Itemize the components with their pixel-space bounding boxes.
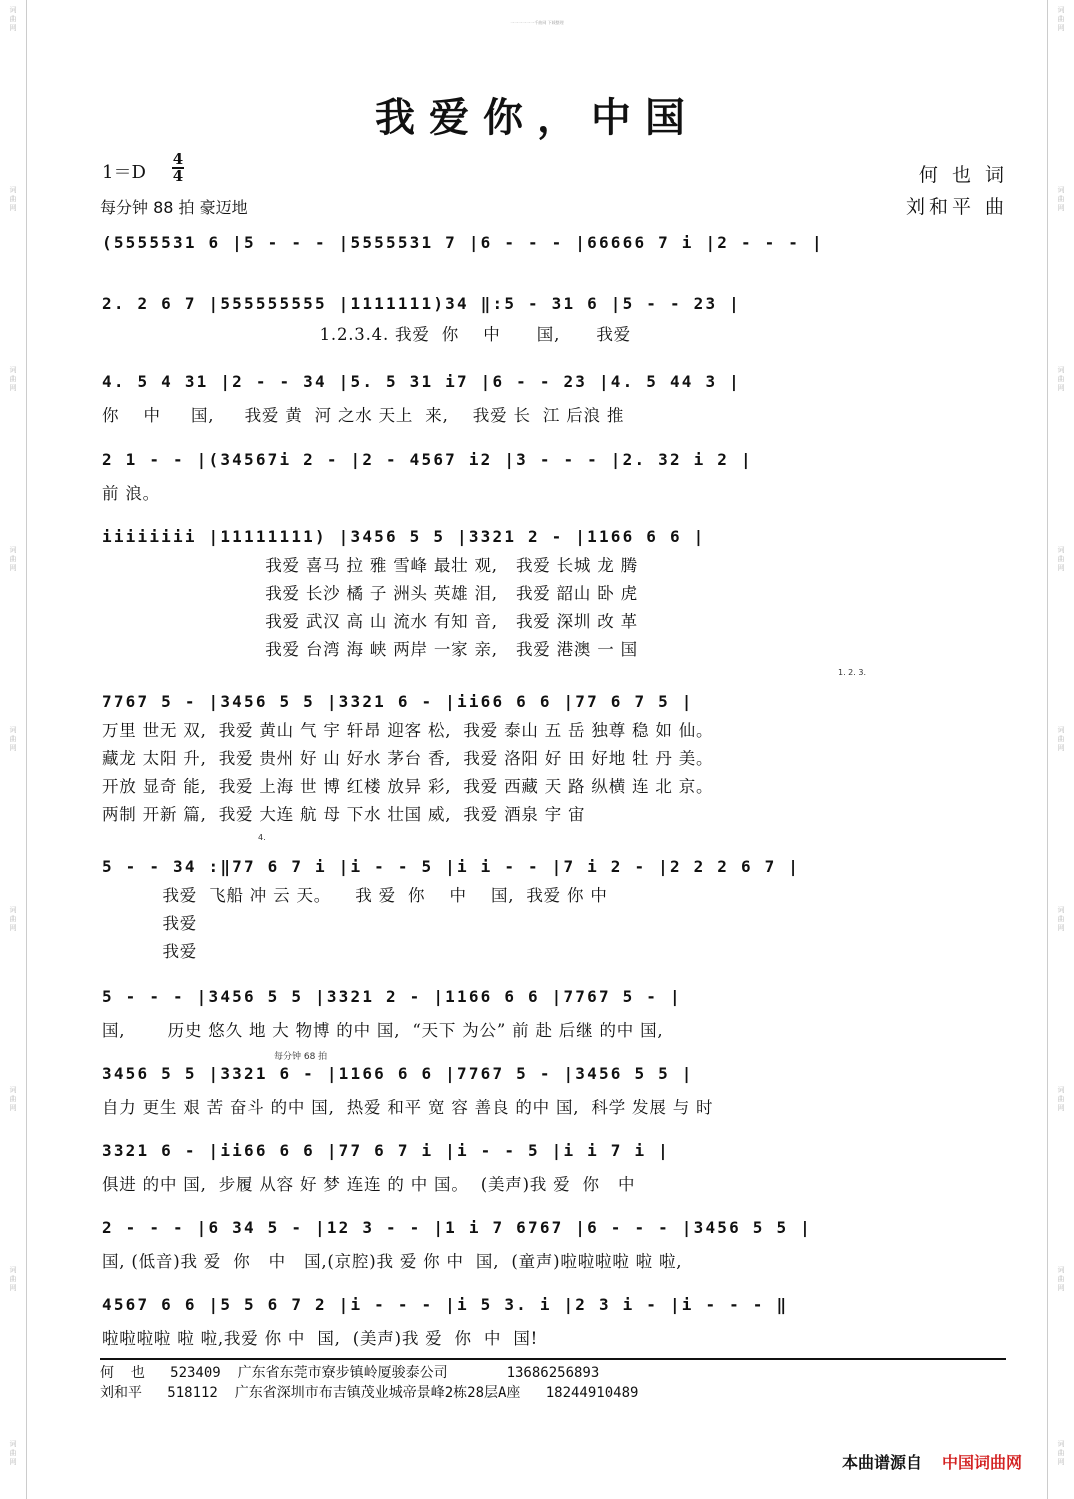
score-system	[102, 233, 1008, 252]
right-margin-strip	[1047, 0, 1074, 1499]
watermark: 词 曲 网	[9, 906, 17, 932]
score-system	[102, 987, 1008, 1041]
watermark: 词 曲 网	[9, 6, 17, 32]
notes-line: 5 - - 34 :‖77 6 7 i |i - - 5 |i i - - |7 i 2 - |2 2 2 6 7 |	[102, 857, 801, 876]
watermark: 词 曲 网	[1057, 1086, 1065, 1112]
lyric-line: 我爱	[102, 942, 198, 961]
watermark: 词 曲 网	[9, 726, 17, 752]
footer-divider	[100, 1358, 1006, 1360]
watermark: 词 曲 网	[9, 1086, 17, 1112]
lyric-line: 万里 世无 双, 我爱 黄山 气 宇 轩昂 迎客 松, 我爱 泰山 五 岳 独尊 稳 如 仙。	[102, 721, 714, 740]
score-system	[102, 527, 1008, 660]
lyric-line: 我爱 武汉 高 山 流水 有知 音, 我爱 深圳 改 革	[102, 612, 638, 631]
lyric-line: 开放 显奇 能, 我爱 上海 世 博 红楼 放异 彩, 我爱 西藏 天 路 纵横 连 北 京。	[102, 777, 714, 796]
composer-credit: 刘和平 曲	[905, 196, 1008, 218]
song-title: 我爱你，中国	[375, 94, 699, 141]
meter-bottom: 4	[172, 166, 184, 185]
notes-line: 2 - - - |6 34 5 - |12 3 - - |1 i 7 6767 |6 - - - |3456 5 5 |	[102, 1218, 812, 1237]
source-brand-link[interactable]: 中国词曲网	[942, 1453, 1023, 1472]
watermark: 词 曲 网	[1057, 186, 1065, 212]
lyric-line: 我爱	[102, 914, 198, 933]
watermark: 词 曲 网	[1057, 1266, 1065, 1292]
lyric-line: 啦啦啦啦 啦 啦,我爱 你 中 国, (美声)我 爱 你 中 国!	[102, 1329, 539, 1348]
notes-line: iiiiiiii |11111111) |3456 5 5 |3321 2 - |1166 6 6 |	[102, 527, 706, 546]
left-margin-strip	[0, 0, 27, 1499]
top-note: 一一一一一一千曲网 下载整理	[510, 20, 564, 25]
source-label: 本曲谱源自	[842, 1453, 923, 1472]
volta-bracket-label: 4.	[258, 833, 266, 842]
notes-line: 5 - - - |3456 5 5 |3321 2 - |1166 6 6 |7767 5 - |	[102, 987, 682, 1006]
notes-line: 3456 5 5 |3321 6 - |1166 6 6 |7767 5 - |3456 5 5 |	[102, 1064, 694, 1083]
lyric-line: 俱进 的中 国, 步履 从容 好 梦 连连 的 中 国。 (美声)我 爱 你 中	[102, 1175, 636, 1194]
watermark: 词 曲 网	[1057, 6, 1065, 32]
composer-contact: 刘和平 518112 广东省深圳市布吉镇茂业城帝景峰2栋28层A座 18244910489	[100, 1385, 639, 1401]
watermark: 词 曲 网	[9, 546, 17, 572]
watermark: 词 曲 网	[9, 366, 17, 392]
lyric-line: 藏龙 太阳 升, 我爱 贵州 好 山 好水 茅台 香, 我爱 洛阳 好 田 好地 牡 丹 美。	[102, 749, 714, 768]
lyric-line: 前 浪。	[102, 484, 160, 503]
lyric-line: 两制 开新 篇, 我爱 大连 航 母 下水 壮国 威, 我爱 酒泉 宇 宙	[102, 805, 586, 824]
score-system	[102, 450, 1008, 504]
lyric-line: 我爱 台湾 海 峡 两岸 一家 亲, 我爱 港澳 一 国	[102, 640, 638, 659]
watermark: 词 曲 网	[9, 186, 17, 212]
tempo-change-marking: 每分钟 68 拍	[274, 1052, 328, 1062]
score-system	[102, 372, 1008, 426]
meter-top: 4	[172, 150, 184, 168]
watermark: 词 曲 网	[9, 1440, 17, 1466]
lyric-line: 我爱 喜马 拉 雅 雪峰 最壮 观, 我爱 长城 龙 腾	[102, 556, 638, 575]
score-system	[102, 294, 1008, 345]
notes-line: (5555531 6 |5 - - - |5555531 7 |6 - - - |66666 7 i |2 - - - |	[102, 233, 824, 252]
lyric-line: 国, (低音)我 爱 你 中 国,(京腔)我 爱 你 中 国, (童声)啦啦啦啦 啦 啦,	[102, 1252, 683, 1271]
notes-line: 7767 5 - |3456 5 5 |3321 6 - |ii66 6 6 |77 6 7 5 |	[102, 692, 694, 711]
notes-line: 2. 2 6 7 |555555555 |1111111)34 ‖:5 - 31 6 |5 - - 23 |	[102, 294, 741, 313]
lyric-line: 你 中 国, 我爱 黄 河 之水 天上 来, 我爱 长 江 后浪 推	[102, 406, 625, 425]
lyric-line: 自力 更生 艰 苦 奋斗 的中 国, 热爱 和平 宽 容 善良 的中 国, 科学 发展 与 时	[102, 1098, 714, 1117]
source-credit	[842, 1450, 1022, 1473]
lyric-line: 我爱 飞船 冲 云 天。 我 爱 你 中 国, 我爱 你 中	[102, 886, 608, 905]
volta-bracket-label: 1. 2. 3.	[838, 668, 866, 677]
watermark: 词 曲 网	[1057, 366, 1065, 392]
key-signature: 1＝D	[102, 162, 146, 183]
notes-line: 3321 6 - |ii66 6 6 |77 6 7 i |i - - 5 |i i 7 i |	[102, 1141, 670, 1160]
score-system	[102, 1064, 1008, 1118]
score-system	[102, 1141, 1008, 1195]
score-system	[102, 1218, 1008, 1272]
watermark: 词 曲 网	[1057, 906, 1065, 932]
notes-line: 4. 5 4 31 |2 - - 34 |5. 5 31 i7 |6 - - 23 |4. 5 44 3 |	[102, 372, 741, 391]
notes-line: 4567 6 6 |5 5 6 7 2 |i - - - |i 5 3. i |2 3 i - |i - - - ‖	[102, 1295, 789, 1314]
score-system	[102, 1295, 1008, 1349]
watermark: 词 曲 网	[1057, 726, 1065, 752]
lyric-line: 国, 历史 悠久 地 大 物博 的中 国, “天下 为公” 前 赴 后继 的中 国,	[102, 1021, 664, 1040]
time-signature	[170, 152, 186, 184]
lyric-line: 1.2.3.4. 我爱 你 中 国, 我爱	[102, 325, 631, 344]
score-system	[102, 692, 1008, 825]
notes-line: 2 1 - - |(34567i 2 - |2 - 4567 i2 |3 - - - |2. 32 i 2 |	[102, 450, 753, 469]
tempo-marking: 每分钟 88 拍 豪迈地	[100, 198, 248, 217]
score-system	[102, 857, 1008, 962]
lyric-line: 我爱 长沙 橘 子 洲头 英雄 泪, 我爱 韶山 卧 虎	[102, 584, 638, 603]
lyricist-contact: 何 也 523409 广东省东莞市寮步镇岭厦骏泰公司 13686256893	[100, 1365, 600, 1381]
watermark: 词 曲 网	[1057, 546, 1065, 572]
watermark: 词 曲 网	[1057, 1440, 1065, 1466]
lyricist-credit: 何 也 词	[918, 164, 1008, 186]
watermark: 词 曲 网	[9, 1266, 17, 1292]
